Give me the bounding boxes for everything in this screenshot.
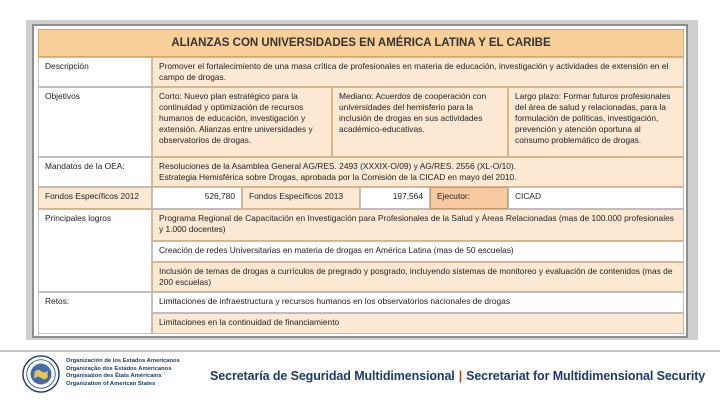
objetivos-largo: Largo plazo: Formar futuros profesionales del área de salud y relacionadas, para la formulación de políticas, investigación, prevención y atención oportuna al consumo problemático de drogas.: [508, 87, 684, 157]
secretariat-separator: |: [458, 369, 463, 383]
table-title: ALIANZAS CON UNIVERSIDADES EN AMÉRICA LATINA Y EL CARIBE: [38, 29, 684, 57]
org-name-es: Organización de los Estados Americanos: [66, 358, 180, 364]
descripcion-label: Descripción: [38, 57, 152, 87]
mandatos-line-1: Resoluciones de la Asamblea General AG/RES. 2493 (XXXIX-O/09) y AG/RES. 2556 (XL-O/10).: [159, 161, 517, 171]
ejecutor-label: Ejecutor:: [430, 187, 508, 209]
secretariat-es: Secretaría de Seguridad Multidimensional: [210, 369, 455, 383]
org-name-en: Organization of American States: [66, 380, 156, 387]
fondos-2013-label: Fondos Específicos 2013: [242, 187, 360, 209]
logros-item: Inclusión de temas de drogas a currículos de pregrado y posgrado, incluyendo sistemas de monitoreo y evaluación de contenidos (mas de 200 escuelas): [152, 262, 684, 292]
mandatos-line-2: Estrategia Hemisférica sobre Drogas, aprobada por la Comisión de la CICAD en mayo del 2010.: [159, 172, 517, 182]
objetivos-label: Objetivos: [38, 87, 152, 157]
secretariat-en: Secretariat for Multidimensional Security: [466, 369, 706, 383]
logros-item: Creación de redes Universitarias en materia de drogas en América Latina (mas de 50 escuelas): [152, 241, 684, 262]
fondos-2013-value: 197,564: [360, 187, 430, 209]
mandatos-label: Mandatos de la OEA:: [38, 157, 152, 187]
retos-label: Retos:: [38, 292, 152, 334]
logros-item: Programa Regional de Capacitación en Investigación para Profesionales de la Salud y Áreas Relacionadas (mas de 100.000 profesionales y 1.000 docentes): [152, 209, 684, 241]
mandatos-text: [152, 157, 684, 187]
partnership-table: [32, 24, 688, 338]
retos-item: Limitaciones en la continuidad de financiamiento: [152, 313, 684, 334]
org-names: [66, 358, 180, 388]
objetivos-mediano: Mediano: Acuerdos de cooperación con universidades del hemisferio para la inclusión de drogas en sus actividades académico-educativas.: [332, 87, 508, 157]
org-name-fr: Organisation des États Américains: [66, 373, 162, 380]
logros-label: Principales logros: [38, 209, 152, 292]
descripcion-text: Promover el fortalecimiento de una masa crítica de profesionales en materia de educación, investigación y actividades de extensión en el campo de drogas.: [152, 57, 684, 87]
fondos-2012-value: 526,780: [152, 187, 242, 209]
retos-item: Limitaciones de infraestructura y recursos humanos en los observatorios nacionales de drogas: [152, 292, 684, 313]
fondos-2012-label: Fondos Específicos 2012: [38, 187, 152, 209]
objetivos-corto: Corto: Nuevo plan estratégico para la continuidad y optimización de recursos humanos de educación, investigación y extensión. Alianzas entre universidades y observatorios de drogas.: [152, 87, 332, 157]
ejecutor-value: CICAD: [508, 187, 684, 209]
org-name-pt: Organização dos Estados Americanos: [66, 365, 172, 372]
footer-divider: [0, 350, 720, 352]
secretariat-banner: [210, 369, 705, 383]
oas-seal-logo: [22, 355, 60, 393]
